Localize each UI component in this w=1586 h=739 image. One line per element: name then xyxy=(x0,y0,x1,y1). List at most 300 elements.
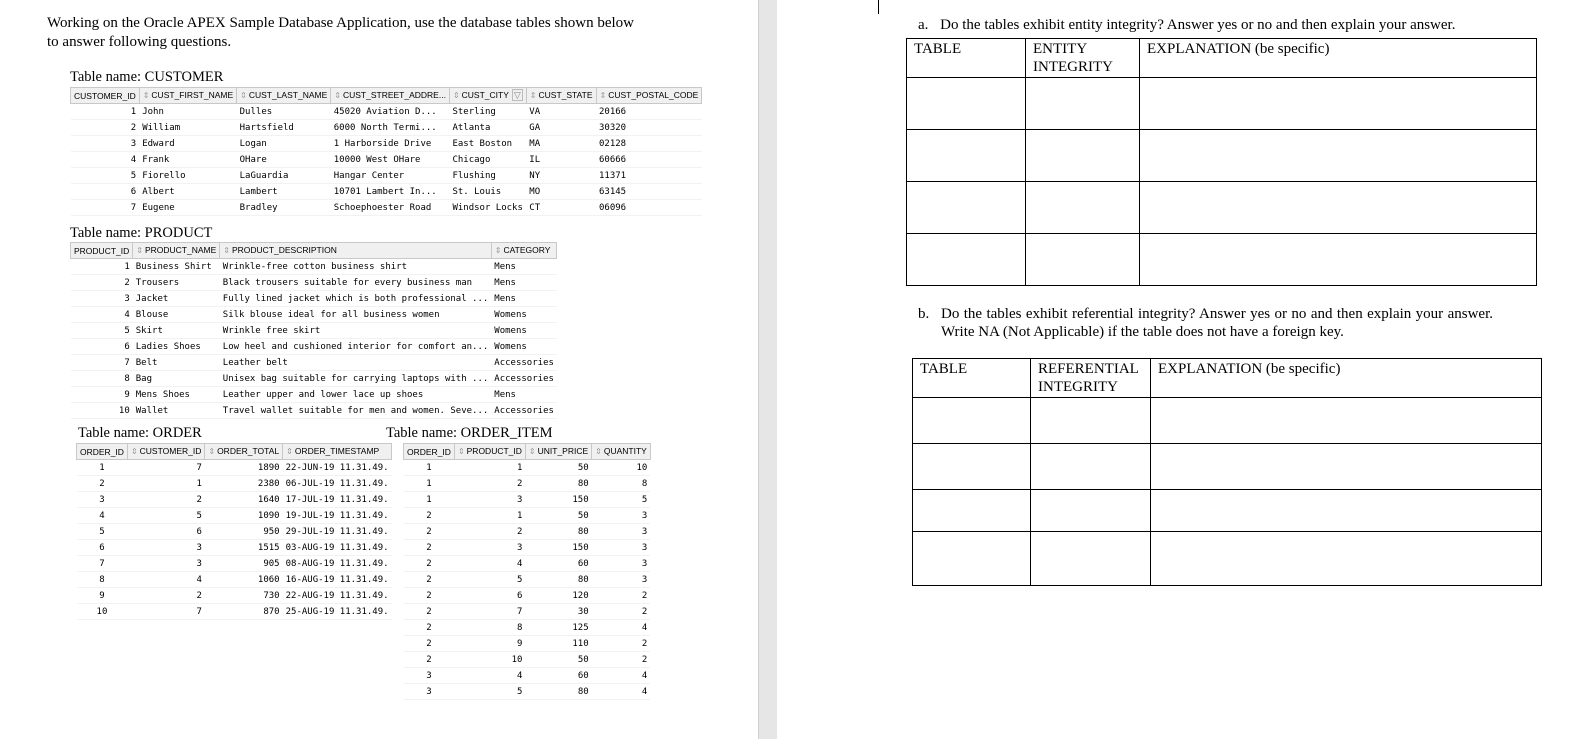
sort-icon[interactable]: ⇕ xyxy=(208,447,216,456)
table-cell: 10 xyxy=(592,460,651,476)
table-row[interactable] xyxy=(77,508,392,524)
column-header[interactable] xyxy=(404,444,455,460)
table-row[interactable] xyxy=(404,572,651,588)
answer-cell-explanation[interactable] xyxy=(1151,444,1542,490)
table-row[interactable] xyxy=(71,259,557,275)
table-cell: 7 xyxy=(127,460,204,476)
column-header-label: PRODUCT_NAME xyxy=(144,245,217,255)
sort-icon[interactable]: ⇕ xyxy=(223,246,230,255)
answer-cell-explanation[interactable] xyxy=(1140,234,1537,286)
table-cell: William xyxy=(139,120,236,136)
sort-icon[interactable]: ⇕ xyxy=(130,447,138,456)
table-cell: 3 xyxy=(127,540,204,556)
answer-cell-explanation[interactable] xyxy=(1151,398,1542,444)
table-cell: 2 xyxy=(454,524,525,540)
table-cell: 125 xyxy=(525,620,591,636)
table-cell: 9 xyxy=(454,636,525,652)
text-cursor xyxy=(878,0,879,14)
answer-cell-integrity[interactable] xyxy=(1031,532,1151,586)
table-cell: 1 xyxy=(454,460,525,476)
table-cell: 2 xyxy=(404,572,455,588)
question-a-label: a. xyxy=(918,17,929,33)
column-header[interactable] xyxy=(283,444,392,460)
table-cell: NY xyxy=(526,168,596,184)
column-header-label: ORDER_TOTAL xyxy=(217,446,280,456)
table-cell: 1 xyxy=(404,460,455,476)
table-cell: Wrinkle free skirt xyxy=(220,323,492,339)
table-cell: Low heel and cushioned interior for comfort an... xyxy=(220,339,492,355)
table-row[interactable] xyxy=(404,636,651,652)
table-cell: 2 xyxy=(127,492,204,508)
table-cell: 2 xyxy=(592,636,651,652)
referential-integrity-table xyxy=(912,358,1542,586)
table-row[interactable] xyxy=(71,323,557,339)
column-header-label: PRODUCT_DESCRIPTION xyxy=(231,245,337,255)
table-cell: CT xyxy=(526,200,596,216)
answer-cell-explanation[interactable] xyxy=(1151,532,1542,586)
table-cell: East Boston xyxy=(449,136,526,152)
filter-icon[interactable]: ▽ xyxy=(513,90,521,100)
table-cell: Schoephoester Road xyxy=(331,200,450,216)
column-header[interactable] xyxy=(331,88,450,104)
table-cell: 6 xyxy=(77,540,128,556)
answer-cell-explanation[interactable] xyxy=(1140,130,1537,182)
table-cell: Windsor Locks xyxy=(449,200,526,216)
table-cell: St. Louis xyxy=(449,184,526,200)
table-row[interactable] xyxy=(77,524,392,540)
column-header-label: PRODUCT_ID xyxy=(466,446,522,456)
answer-row xyxy=(907,78,1537,130)
column-header[interactable] xyxy=(139,88,236,104)
answer-cell-integrity[interactable] xyxy=(1031,398,1151,444)
column-header[interactable] xyxy=(127,444,204,460)
table-cell: 2 xyxy=(404,524,455,540)
table-cell: GA xyxy=(526,120,596,136)
table-cell: 2 xyxy=(404,588,455,604)
table-cell: 870 xyxy=(205,604,283,620)
col-table-header: TABLE xyxy=(907,39,1026,78)
table-cell: 2 xyxy=(404,620,455,636)
table-row[interactable] xyxy=(71,275,557,291)
column-header[interactable] xyxy=(491,243,557,259)
product-table xyxy=(70,242,557,419)
table-cell: 4 xyxy=(592,684,651,700)
answer-cell-table[interactable] xyxy=(907,130,1026,182)
table-cell: 1640 xyxy=(205,492,283,508)
table-cell: 1 xyxy=(454,508,525,524)
question-b-label: b. xyxy=(918,306,930,322)
table-cell: IL xyxy=(526,152,596,168)
table-row[interactable] xyxy=(71,291,557,307)
table-cell: 5 xyxy=(127,508,204,524)
table-cell: 30 xyxy=(525,604,591,620)
column-header[interactable] xyxy=(71,243,133,259)
table-cell: 60 xyxy=(525,668,591,684)
answer-cell-integrity[interactable] xyxy=(1026,130,1140,182)
table-cell: 80 xyxy=(525,476,591,492)
header-row xyxy=(77,444,392,460)
column-header-label: CUST_POSTAL_CODE xyxy=(608,90,699,100)
table-row[interactable] xyxy=(71,168,702,184)
table-cell: 6 xyxy=(71,339,133,355)
table-cell: VA xyxy=(526,104,596,120)
table-row[interactable] xyxy=(77,588,392,604)
table-cell: 80 xyxy=(525,572,591,588)
table-cell: 950 xyxy=(205,524,283,540)
table-row[interactable] xyxy=(404,460,651,476)
table-cell: 9 xyxy=(71,387,133,403)
table-row[interactable] xyxy=(71,152,702,168)
table-cell: 6 xyxy=(127,524,204,540)
table-row[interactable] xyxy=(71,371,557,387)
sort-icon[interactable]: ⇕ xyxy=(599,91,607,100)
table-cell: Sterling xyxy=(449,104,526,120)
table-cell: 1 xyxy=(404,492,455,508)
table-cell: Womens xyxy=(491,307,557,323)
table-row[interactable] xyxy=(404,620,651,636)
answer-cell-explanation[interactable] xyxy=(1140,182,1537,234)
table-row[interactable] xyxy=(404,652,651,668)
column-header-label: ORDER_ID xyxy=(407,446,451,457)
answer-cell-explanation[interactable] xyxy=(1151,490,1542,532)
table-cell: 3 xyxy=(592,540,651,556)
table-cell: 30320 xyxy=(596,120,702,136)
column-header-label: ORDER_ID xyxy=(80,446,124,457)
table-cell: 80 xyxy=(525,684,591,700)
table-cell: 50 xyxy=(525,508,591,524)
table-cell: 17-JUL-19 11.31.49. xyxy=(283,492,392,508)
table-row[interactable] xyxy=(404,476,651,492)
table-cell: 2 xyxy=(127,588,204,604)
table-row[interactable] xyxy=(77,460,392,476)
answer-row xyxy=(913,398,1542,444)
table-row[interactable] xyxy=(77,556,392,572)
table-cell: Fully lined jacket which is both professional ... xyxy=(220,291,492,307)
table-row[interactable] xyxy=(404,668,651,684)
table-cell: 3 xyxy=(77,492,128,508)
answer-cell-integrity[interactable] xyxy=(1026,78,1140,130)
table-cell: 150 xyxy=(525,540,591,556)
table-cell: Accessories xyxy=(491,403,557,419)
table-cell: 3 xyxy=(592,556,651,572)
sort-icon[interactable]: ⇕ xyxy=(529,91,537,100)
table-cell: 03-AUG-19 11.31.49. xyxy=(283,540,392,556)
answer-row xyxy=(907,130,1537,182)
table-cell: 29-JUL-19 11.31.49. xyxy=(283,524,392,540)
table-row[interactable] xyxy=(77,572,392,588)
table-row[interactable] xyxy=(404,524,651,540)
table-cell: Frank xyxy=(139,152,236,168)
table-cell: 2 xyxy=(404,636,455,652)
column-header[interactable] xyxy=(454,444,525,460)
table-cell: 7 xyxy=(77,556,128,572)
header-row xyxy=(404,444,651,460)
table-cell: Logan xyxy=(237,136,331,152)
table-cell: Skirt xyxy=(133,323,220,339)
column-header[interactable] xyxy=(205,444,283,460)
table-cell: 06-JUL-19 11.31.49. xyxy=(283,476,392,492)
answer-cell-table[interactable] xyxy=(913,532,1031,586)
table-cell: 6 xyxy=(454,588,525,604)
table-cell: 120 xyxy=(525,588,591,604)
table-row[interactable] xyxy=(71,104,702,120)
sort-icon[interactable]: ⇕ xyxy=(595,447,602,456)
table-cell: MO xyxy=(526,184,596,200)
header-row xyxy=(71,88,702,104)
table-cell: 9 xyxy=(77,588,128,604)
table-cell: Travel wallet suitable for men and women. Seve... xyxy=(220,403,492,419)
table-cell: Bag xyxy=(133,371,220,387)
sort-icon[interactable]: ⇕ xyxy=(457,447,465,456)
table-cell: 905 xyxy=(205,556,283,572)
answer-row xyxy=(913,532,1542,586)
table-cell: 16-AUG-19 11.31.49. xyxy=(283,572,392,588)
column-header[interactable] xyxy=(133,243,220,259)
column-header-label: CUST_STREET_ADDRE... xyxy=(342,90,446,100)
table-cell: 80 xyxy=(525,524,591,540)
column-header-label: CUSTOMER_ID xyxy=(139,446,202,456)
page-gutter xyxy=(758,0,778,739)
table-cell: 2 xyxy=(592,588,651,604)
question-a-text: Do the tables exhibit entity integrity? Answer yes or no and then explain your answer. xyxy=(940,17,1456,33)
intro-paragraph: Working on the Oracle APEX Sample Database Application, use the database tables shown below to answer following questions. xyxy=(47,15,634,50)
column-header[interactable] xyxy=(596,88,702,104)
table-row[interactable] xyxy=(71,136,702,152)
sort-icon[interactable]: ⇕ xyxy=(452,91,460,100)
table-cell: Trousers xyxy=(133,275,220,291)
table-cell: OHare xyxy=(237,152,331,168)
table-row[interactable] xyxy=(77,492,392,508)
column-header[interactable] xyxy=(526,88,596,104)
order-table xyxy=(76,443,392,620)
table-cell: Mens xyxy=(491,259,557,275)
table-cell: Black trousers suitable for every business man xyxy=(220,275,492,291)
sort-icon[interactable]: ⇕ xyxy=(142,91,150,100)
table-row[interactable] xyxy=(404,588,651,604)
table-cell: 3 xyxy=(454,540,525,556)
table-cell: 08-AUG-19 11.31.49. xyxy=(283,556,392,572)
table-cell: 02128 xyxy=(596,136,702,152)
table-cell: Womens xyxy=(491,323,557,339)
table-row[interactable] xyxy=(77,476,392,492)
table-cell: 4 xyxy=(592,620,651,636)
customer-table xyxy=(70,87,702,216)
table-cell: 3 xyxy=(71,136,140,152)
sort-icon[interactable]: ⇕ xyxy=(136,246,143,255)
table-cell: Silk blouse ideal for all business women xyxy=(220,307,492,323)
column-header-label: UNIT_PRICE xyxy=(537,446,589,456)
table-cell: Blouse xyxy=(133,307,220,323)
table-row[interactable] xyxy=(404,508,651,524)
column-header-label: PRODUCT_ID xyxy=(74,245,130,256)
table-cell: 8 xyxy=(77,572,128,588)
table-cell: 7 xyxy=(71,200,140,216)
answer-cell-table[interactable] xyxy=(913,444,1031,490)
column-header[interactable] xyxy=(592,444,651,460)
sort-icon[interactable]: ⇕ xyxy=(528,447,536,456)
answer-cell-integrity[interactable] xyxy=(1031,444,1151,490)
table-cell: 11371 xyxy=(596,168,702,184)
table-row[interactable] xyxy=(77,540,392,556)
column-header[interactable] xyxy=(71,88,140,104)
table-cell: Leather belt xyxy=(220,355,492,371)
answer-row xyxy=(913,490,1542,532)
sort-icon[interactable]: ⇕ xyxy=(240,91,247,100)
table-cell: Hartsfield xyxy=(237,120,331,136)
table-row[interactable] xyxy=(71,355,557,371)
table-cell: 5 xyxy=(454,572,525,588)
table-cell: 2 xyxy=(404,508,455,524)
table-cell: 5 xyxy=(77,524,128,540)
table-cell: 63145 xyxy=(596,184,702,200)
table-cell: 4 xyxy=(592,668,651,684)
table-row[interactable] xyxy=(404,684,651,700)
table-cell: Fiorello xyxy=(139,168,236,184)
table-cell: LaGuardia xyxy=(237,168,331,184)
table-cell: 150 xyxy=(525,492,591,508)
table-row[interactable] xyxy=(77,604,392,620)
table-cell: 10 xyxy=(454,652,525,668)
order-table-title: Table name: ORDER xyxy=(78,425,202,441)
table-cell: 1090 xyxy=(205,508,283,524)
table-row[interactable] xyxy=(404,492,651,508)
table-cell: Wallet xyxy=(133,403,220,419)
col-explanation-header: EXPLANATION (be specific) xyxy=(1140,39,1537,78)
table-cell: Belt xyxy=(133,355,220,371)
table-cell: 2 xyxy=(592,604,651,620)
table-cell: 60 xyxy=(525,556,591,572)
table-cell: Edward xyxy=(139,136,236,152)
table-cell: Lambert xyxy=(237,184,331,200)
table-cell: Business Shirt xyxy=(133,259,220,275)
table-cell: 22-AUG-19 11.31.49. xyxy=(283,588,392,604)
table-cell: 3 xyxy=(127,556,204,572)
column-header-label: CUSTOMER_ID xyxy=(74,90,136,101)
table-row[interactable] xyxy=(404,540,651,556)
table-row[interactable] xyxy=(71,339,557,355)
answer-cell-integrity[interactable] xyxy=(1026,182,1140,234)
table-cell: 10 xyxy=(77,604,128,620)
order-item-table xyxy=(403,443,651,700)
table-cell: 3 xyxy=(592,572,651,588)
table-row[interactable] xyxy=(71,307,557,323)
table-row[interactable] xyxy=(71,184,702,200)
table-row[interactable] xyxy=(404,604,651,620)
sort-icon[interactable]: ⇕ xyxy=(494,246,502,255)
sort-icon[interactable]: ⇕ xyxy=(286,447,293,456)
order-item-table-title: Table name: ORDER_ITEM xyxy=(386,425,553,441)
column-header-label: CUST_CITY xyxy=(461,90,509,100)
table-cell: 3 xyxy=(454,492,525,508)
table-cell: 110 xyxy=(525,636,591,652)
table-cell: 1 xyxy=(71,104,140,120)
table-cell: Accessories xyxy=(491,355,557,371)
table-cell: Leather upper and lower lace up shoes xyxy=(220,387,492,403)
table-cell: 7 xyxy=(454,604,525,620)
table-cell: Womens xyxy=(491,339,557,355)
table-cell: 5 xyxy=(454,684,525,700)
table-cell: MA xyxy=(526,136,596,152)
table-cell: 22-JUN-19 11.31.49. xyxy=(283,460,392,476)
table-cell: Jacket xyxy=(133,291,220,307)
table-cell: Mens xyxy=(491,291,557,307)
table-cell: 1060 xyxy=(205,572,283,588)
answer-cell-integrity[interactable] xyxy=(1031,490,1151,532)
customer-table-title: Table name: CUSTOMER xyxy=(70,69,224,85)
table-cell: 2 xyxy=(454,476,525,492)
table-cell: 50 xyxy=(525,652,591,668)
table-cell: Chicago xyxy=(449,152,526,168)
table-cell: 60666 xyxy=(596,152,702,168)
column-header[interactable] xyxy=(237,88,331,104)
table-cell: 3 xyxy=(71,291,133,307)
answer-cell-table[interactable] xyxy=(913,398,1031,444)
col-table-header: TABLE xyxy=(913,359,1031,398)
table-row[interactable] xyxy=(71,387,557,403)
table-cell: 10701 Lambert In... xyxy=(331,184,450,200)
order-item-clip xyxy=(403,443,648,697)
table-cell: John xyxy=(139,104,236,120)
answer-cell-table[interactable] xyxy=(907,234,1026,286)
table-cell: 5 xyxy=(71,168,140,184)
answer-cell-integrity[interactable] xyxy=(1026,234,1140,286)
column-header[interactable] xyxy=(77,444,128,460)
table-cell: 2 xyxy=(71,275,133,291)
table-cell: Bradley xyxy=(237,200,331,216)
table-cell: 3 xyxy=(592,524,651,540)
table-cell: 2 xyxy=(404,556,455,572)
table-cell: Albert xyxy=(139,184,236,200)
answer-cell-table[interactable] xyxy=(907,78,1026,130)
sort-icon[interactable]: ⇕ xyxy=(334,91,341,100)
table-cell: 10000 West OHare xyxy=(331,152,450,168)
table-row[interactable] xyxy=(71,200,702,216)
table-cell: Dulles xyxy=(237,104,331,120)
column-header[interactable] xyxy=(525,444,591,460)
table-cell: 4 xyxy=(71,152,140,168)
table-cell: 6000 North Termi... xyxy=(331,120,450,136)
column-header[interactable] xyxy=(449,88,526,104)
table-cell: 3 xyxy=(404,684,455,700)
table-cell: 45020 Aviation D... xyxy=(331,104,450,120)
col-referential-integrity-header: REFERENTIAL INTEGRITY xyxy=(1031,359,1151,398)
answer-cell-table[interactable] xyxy=(907,182,1026,234)
table-cell: 8 xyxy=(71,371,133,387)
table-cell: 2 xyxy=(404,652,455,668)
table-cell: 06096 xyxy=(596,200,702,216)
column-header-label: ORDER_TIMESTAMP xyxy=(294,446,380,456)
table-cell: 1515 xyxy=(205,540,283,556)
column-header[interactable] xyxy=(220,243,492,259)
table-row[interactable] xyxy=(404,556,651,572)
table-cell: Wrinkle-free cotton business shirt xyxy=(220,259,492,275)
table-cell: 2 xyxy=(404,540,455,556)
table-cell: 1 Harborside Drive xyxy=(331,136,450,152)
table-cell: 5 xyxy=(71,323,133,339)
table-cell: 6 xyxy=(71,184,140,200)
table-row[interactable] xyxy=(71,403,557,419)
table-cell: Accessories xyxy=(491,371,557,387)
column-header-label: CATEGORY xyxy=(503,245,551,255)
question-b-text: Do the tables exhibit referential integrity? Answer yes or no and then explain your answer. Write NA (Not Applicable) if the table does not have a foreign key. xyxy=(941,306,1493,340)
answer-cell-table[interactable] xyxy=(913,490,1031,532)
table-row[interactable] xyxy=(71,120,702,136)
product-table-title: Table name: PRODUCT xyxy=(70,225,213,241)
table-cell: 1 xyxy=(127,476,204,492)
answer-cell-explanation[interactable] xyxy=(1140,78,1537,130)
answer-row xyxy=(907,234,1537,286)
column-header-label: CUST_FIRST_NAME xyxy=(151,90,234,100)
